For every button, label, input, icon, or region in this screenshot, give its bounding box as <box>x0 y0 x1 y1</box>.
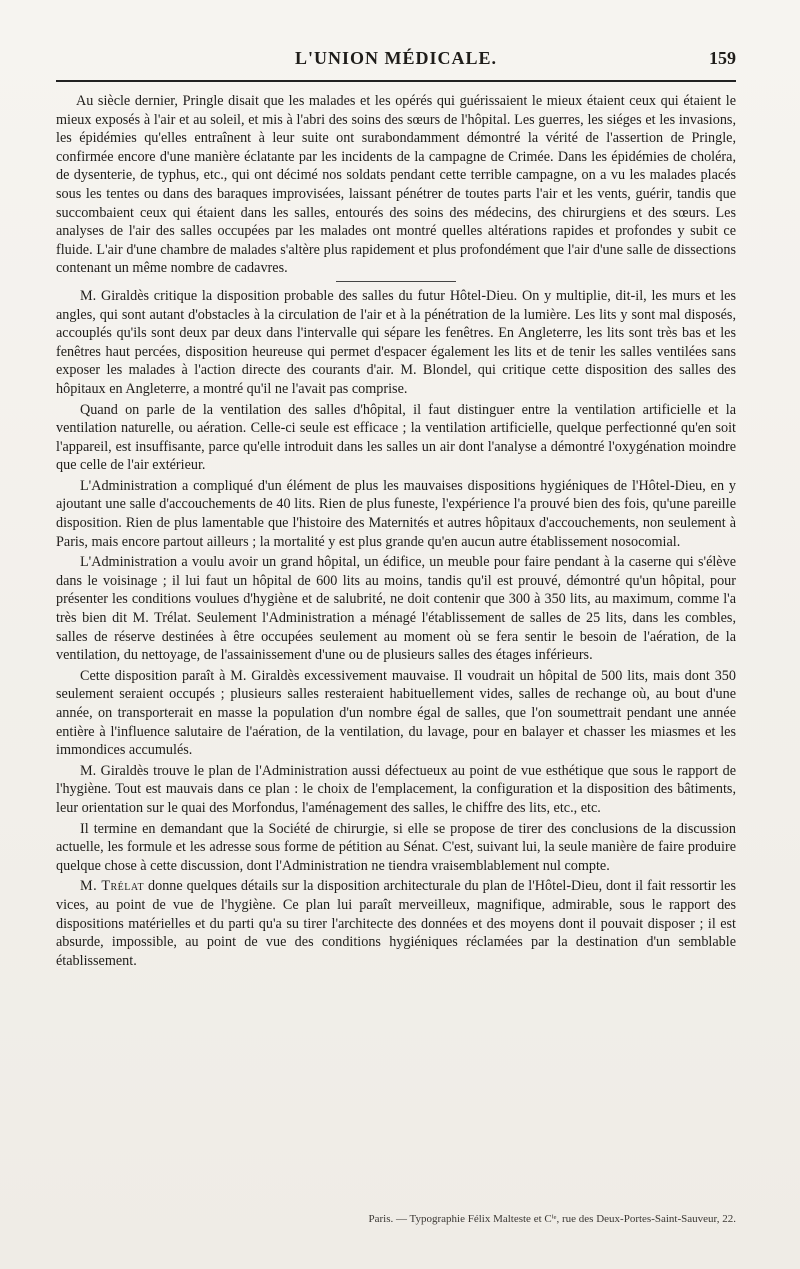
section-rule <box>336 281 456 282</box>
running-title: L'UNION MÉDICALE. <box>294 48 498 68</box>
paragraph <box>56 877 736 970</box>
header-rule <box>56 80 736 82</box>
paragraph: M. Giraldès critique la disposition probable des salles du futur Hôtel-Dieu. On y multiplie, dit-il, les murs et les angles, qui sont autant d'obstacles à la circulation de l'air et à la pénétration de la lumière. Les lits y sont mal disposés, accouplés qu'ils sont deux par deux dans l'intervalle qui sépare les fenêtres. En Angleterre, les lits sont très bas et les fenêtres haut percées, disposition heureuse qui permet d'espacer également les lits et de tenir les salles ventilées sans exposer les malades à l'action directe des courants d'air. M. Blondel, qui critique cette disposition des salles des hôpitaux en Angleterre, a montré qu'il ne l'avait pas comprise. <box>56 287 736 397</box>
paragraph: L'Administration a voulu avoir un grand hôpital, un édifice, un meuble pour faire pendant à la caserne qui s'élève dans le voisinage ; il lui faut un hôpital de 600 lits au moins, tandis qu'il est prouvé, démontré qu'un hôpital, pour présenter les conditions voulues d'hygiène et de salubrité, ne doit contenir que 300 à 350 lits, au maximum, comme l'a très bien dit M. Trélat. Seulement l'Administration a ménagé l'établissement de salles de 25 lits, dans les combles, salles de réserve destinées à être occupées seulement au moment où se fera sentir le besoin de l'aération, de la ventilation, du nettoyage, de l'assainissement d'une ou de plusieurs salles des étages inférieurs. <box>56 554 736 664</box>
paragraph: Quand on parle de la ventilation des salles d'hôpital, il faut distinguer entre la ventilation artificielle et la ventilation naturelle, ou aération. Celle-ci seule est efficace ; la ventilation artificielle, quelque perfectionné qu'en soit l'appareil, est insuffisante, parce qu'elle introduit dans les salles un air dont l'analyse a démontré l'oxygénation moindre que celle de l'air extérieur. <box>56 401 736 474</box>
page-header <box>56 48 736 76</box>
page-number: 159 <box>709 48 736 68</box>
paragraph: L'Administration a compliqué d'un élément de plus les mauvaises dispositions hygiéniques de l'Hôtel-Dieu, en y ajoutant une salle d'accouchements de 40 lits. Rien de plus funeste, l'expérience l'a prouvé bien des fois, qu'une pareille disposition. Rien de plus lamentable que l'histoire des Maternités et autres hôpitaux d'accouchements, non seulement à Paris, mais encore partout ailleurs ; la mortalité y est plus grande qu'en aucun autre établissement nosocomial. <box>56 477 736 550</box>
paragraph: Au siècle dernier, Pringle disait que les malades et les opérés qui guérissaient le mieux étaient ceux qui étaient le mieux exposés à l'air et au soleil, et mis à l'abri des soins des sœurs de l'hôpital. Les guerres, les siéges et les invasions, les épidémies qu'elles entraînent à leur suite ont surabondamment démontré la vérité de l'assertion de Pringle, confirmée encore d'une manière éclatante par les incidents de la campagne de Crimée. Dans les épidémies de choléra, de dysenterie, de typhus, etc., qui ont décimé nos soldats pendant cette terrible campagne, on a vu les malades placés sous les tentes ou dans des baraques improvisées, laissant pénétrer de toutes parts l'air et les vents, guérir, tandis que succombaient ceux qui étaient dans les salles, entourés des soins des médecins, des chirurgiens et des sœurs. Les analyses de l'air des salles occupées par les malades ont montré quelles altérations rapides et profondes y subit ce fluide. L'air d'une chambre de malades s'altère plus rapidement et plus profondément que l'air d'une salle de dissections contenant un même nombre de cadavres. <box>56 93 736 277</box>
article-body <box>56 92 736 972</box>
paragraph: Il termine en demandant que la Société de chirurgie, si elle se propose de tirer des conclusions de la discussion actuelle, les formule et les adresse sous forme de pétition au Sénat. C'est, suivant lui, la seule manière de faire produire quelque chose à cette discussion, dont l'Administration ne tiendra vraisemblablement nul compte. <box>56 820 736 874</box>
paragraph: M. Giraldès trouve le plan de l'Administration aussi défectueux au point de vue esthétique que sous le rapport de l'hygiène. Tout est mauvais dans ce plan : le choix de l'emplacement, la configuration et la disposition des bâtiments, leur orientation sur le quai des Morfondus, l'aménagement des salles, le chiffre des lits, etc., etc. <box>56 762 736 816</box>
paragraph: Cette disposition paraît à M. Giraldès excessivement mauvaise. Il voudrait un hôpital de 500 lits, mais dont 350 seulement seraient occupés ; plusieurs salles resteraient habituellement vides, salles de rechange où, au bout d'une année, on transporterait en masse la population d'un nombre égal de salles, que l'on soumettrait pendant une année entière à l'influence salutaire de l'aération, de la ventilation, du lavage, pour en balayer et chasser les miasmes et les immondices accumulés. <box>56 667 736 759</box>
printer-imprint: Paris. — Typographie Félix Malteste et Cⁱᵉ, rue des Deux-Portes-Saint-Sauveur, 22. <box>368 1213 736 1225</box>
paragraph-text: donne quelques détails sur la disposition architecturale du plan de l'Hôtel-Dieu, dont il fait ressortir les vices, au point de vue de l'hygiène. Ce plan lui paraît merveilleux, magnifique, admirable, sous le rapport des dispositions matérielles et du parti qu'a su tirer l'architecte des données et des moyens dont il pouvait disposer ; il est absurde, impossible, au point de vue des conditions hygiéniques réclamées par la destination d'un semblable établissement. <box>56 878 736 969</box>
speaker-name: M. Trélat <box>80 878 145 895</box>
